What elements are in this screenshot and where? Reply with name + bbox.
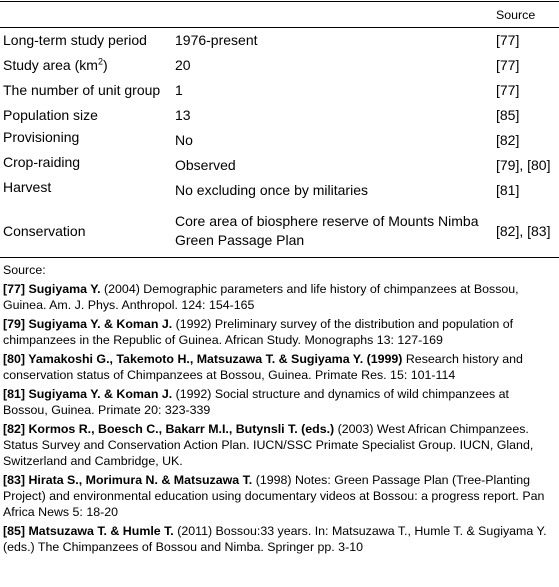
reference-item: [80] Yamakoshi G., Takemoto H., Matsuzawa T. & Sugiyama Y. (1999) Research history and conservation status of Chimpanzees at Bossou, Guinea. Primate Res. 15: 101-114 (3, 352, 523, 382)
row-source: [85] (496, 107, 520, 123)
reference-item: [77] Sugiyama Y. (2004) Demographic parameters and life history of chimpanzees at Bossou, Guinea. Am. J. Phys. Anthropol. 124: 154-165 (3, 282, 519, 312)
row-value: 1976-present (175, 32, 258, 48)
table-bottom-rule (0, 257, 559, 258)
row-value-line1: Core area of biosphere reserve of Mounts Nimba (175, 213, 479, 229)
reference-item: [85] Matsuzawa T. & Humle T. (2011) Bossou:33 years. In: Matsuzawa T., Humle T. & Sugiyama Y. (eds.) The Chimpanzees of Bossou and Nimba. Springer pp. 3-10 (3, 524, 547, 554)
references-title: Source: (3, 263, 46, 277)
row-source: [77] (496, 82, 520, 98)
row-label: Study area $(km^2)$ (3, 56, 108, 73)
row-value: 13 (175, 107, 191, 123)
table-top-rule (0, 1, 559, 2)
row-value: No excluding once by militaries (175, 182, 368, 198)
source-column-header: Source (496, 8, 536, 22)
row-source: [82], [83] (496, 223, 551, 239)
row-source: [81] (496, 182, 520, 198)
reference-item: [81] Sugiyama Y. & Koman J. (1992) Social structure and dynamics of wild chimpanzees at Bossou, Guinea. Primate 20: 323-339 (3, 387, 509, 417)
row-label: Crop-raiding (3, 154, 81, 170)
row-label: Long-term study period (3, 32, 147, 48)
row-value: No (175, 132, 193, 148)
row-source: [79], [80] (496, 157, 551, 173)
reference-item: [82] Kormos R., Boesch C., Bakarr M.I., Butynsli T. (eds.) (2003) West African Chimpanzees. Status Survey and Conservation Action Plan. IUCN/SSC Primate Specialist Group. IUCN, Gland, Switzerland and Cambridge, UK. (3, 422, 534, 468)
reference-item: [79] Sugiyama Y. & Koman J. (1992) Preliminary survey of the distribution and population of chimpanzees in the Republic of Guinea. African Study. Monographs 13: 127-169 (3, 317, 514, 347)
row-label: Harvest (3, 179, 52, 195)
reference-item: [83] Hirata S., Morimura N. & Matsuzawa T. (1998) Notes: Green Passage Plan (Tree-Planting Project) and environmental education using documentary videos at Bossou: a progress report. Pan Africa News 5: 18-20 (3, 473, 545, 519)
row-source: [77] (496, 32, 520, 48)
row-label: The number of unit group (3, 82, 161, 98)
header-rule (0, 27, 559, 28)
row-value-line2: Green Passage Plan (175, 232, 305, 248)
row-label: Provisioning (3, 129, 80, 145)
row-value: Observed (175, 157, 236, 173)
row-value: 1 (175, 82, 183, 98)
row-source: [77] (496, 57, 520, 73)
row-value: 20 (175, 57, 191, 73)
row-label: Population size (3, 107, 98, 123)
references-section (3, 263, 556, 558)
row-source: [82] (496, 132, 520, 148)
row-label: Conservation (3, 223, 86, 239)
